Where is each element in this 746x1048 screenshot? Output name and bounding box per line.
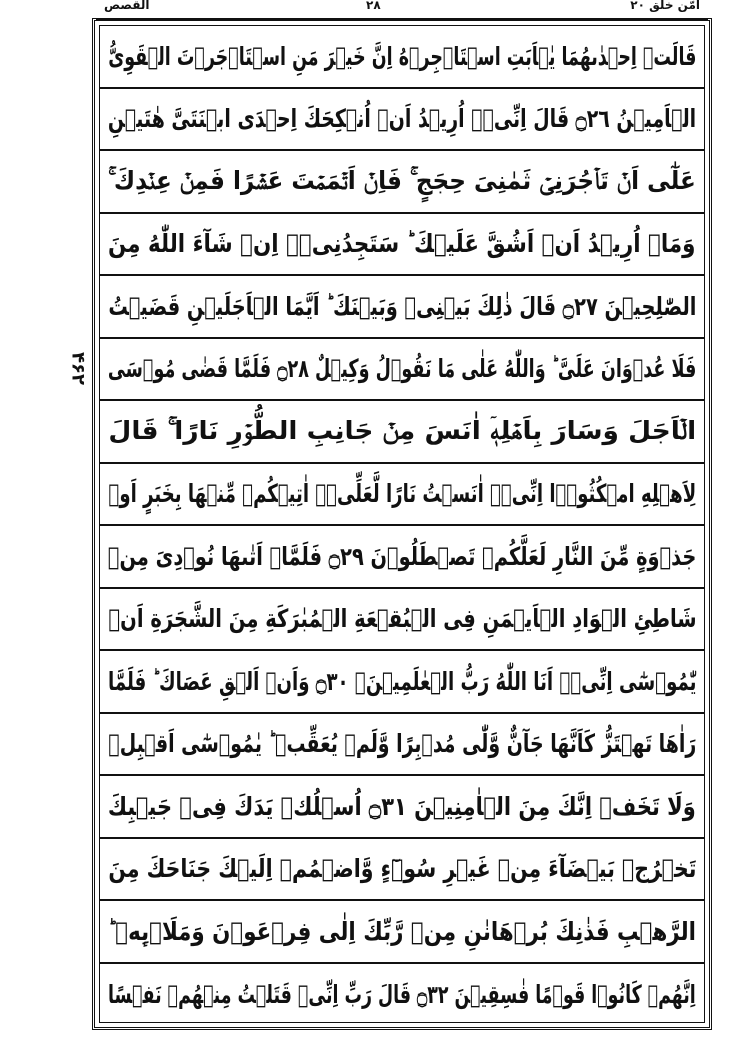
text-line: [100, 839, 704, 902]
text-line: [100, 776, 704, 839]
verse-text: الۡاَمِيۡنُ‏ ۝٢٦ قَالَ اِنِّىۡۤ اُرِيۡدُ اَنۡ اُنۡكِحَكَ اِحۡدَى ابۡنَتَىَّ هٰتَيۡنِ: [107, 104, 697, 134]
text-line: [100, 901, 704, 964]
text-frame: [92, 18, 712, 1030]
header-juz: امّن خلق ۲۰: [630, 0, 700, 12]
verse-text: لِاَهۡلِهِ امۡكُثُوۡۤا اِنِّىۡۤ اٰنَسۡتُ نَارًا لَّعَلِّىۡۤ اٰتِيۡكُمۡ مِّنۡهَا بِخَبَرٍ اَوۡ: [108, 479, 696, 509]
text-line: [100, 26, 704, 89]
page-number: ۴۶۲: [67, 351, 89, 385]
text-line: [100, 526, 704, 589]
text-lines: [99, 25, 705, 1023]
verse-text: الرَّهۡبِ فَذٰنِكَ بُرۡهَانٰنِ مِنۡ رَّبِّكَ اِلٰى فِرۡعَوۡنَ وَمَلَا۟ٮِٕهٖ ؕ: [107, 916, 697, 946]
text-line: [100, 339, 704, 402]
text-line: [100, 964, 704, 1027]
verse-text: قَالَتۡ اِحۡدٰىهُمَا يٰۤاَبَتِ اسۡتَاۡجِرۡهُ‌ اِنَّ خَيۡرَ مَنِ اسۡتَاۡجَرۡتَ الۡقَوِىُّ: [107, 41, 697, 71]
verse-text: اِنَّهُمۡ كَانُوۡا قَوۡمًا فٰسِقِيۡنَ‏ ۝٣٢ قَالَ رَبِّ اِنِّىۡ قَتَلۡتُ مِنۡهُمۡ نَفۡسًا: [108, 980, 696, 1010]
verse-text: الۡاَجَلَ وَسَارَ بِاَهۡلِهٖۤ اٰنَسَ مِنۡ جَانِبِ الطُّوۡرِ نَارًا‌ ۚ قَالَ: [108, 416, 696, 446]
verse-text: جَذۡوَةٍ مِّنَ النَّارِ لَعَلَّكُمۡ تَصۡطَلُوۡنَ‏ ۝٢٩ فَلَمَّاۤ اَتٰٮهَا نُوۡدِىَ مِنۡ: [107, 541, 697, 571]
text-line: [100, 214, 704, 277]
page-footer: [350, 1030, 430, 1048]
verse-text: وَلَا تَخَفۡ‌ اِنَّكَ مِنَ الۡاٰمِنِيۡنَ‏ ۝٣١ اُسۡلُكۡ يَدَكَ فِىۡ جَيۡبِكَ: [108, 791, 696, 821]
verse-text: رَاٰهَا تَهۡتَزُّ كَاَنَّهَا جَآنٌّ وَّلّٰى مُدۡبِرًا وَّلَمۡ يُعَقِّبۡ‌ ؕ يٰمُوۡسٰٓى اَقۡبِلۡ: [108, 729, 696, 759]
text-line: [100, 276, 704, 339]
verse-text: عَلٰٓى اَنۡ تَاۡجُرَنِىۡ ثَمٰنِىَ حِجَجٍ‌ ۚ فَاِنۡ اَتۡمَمۡتَ عَشۡرًا فَمِنۡ عِنۡدِكَ‌ ۚ: [108, 166, 696, 196]
text-line: [100, 589, 704, 652]
text-line: [100, 464, 704, 527]
page-header: [96, 0, 708, 20]
header-surah-number: ۲۸: [366, 0, 381, 12]
text-line: [100, 151, 704, 214]
text-line: [100, 89, 704, 152]
verse-text: تَخۡرُجۡ بَيۡضَآءَ مِنۡ غَيۡرِ سُوۡٓءٍ وَّاضۡمُمۡ اِلَيۡكَ جَنَاحَكَ مِنَ: [107, 854, 696, 884]
verse-text: وَمَاۤ اُرِيۡدُ اَنۡ اَشُقَّ عَلَيۡكَ‌ ؕ سَتَجِدُنِىۡۤ اِنۡ شَآءَ اللّٰهُ مِنَ: [108, 229, 696, 259]
verse-text: يّٰمُوۡسٰٓى اِنِّىۡۤ اَنَا اللّٰهُ رَبُّ الۡعٰلَمِيۡنَۙ‏ ۝٣٠ وَاَنۡ اَلۡقِ عَصَاكَ‌ ؕ فَلَمَّا: [107, 666, 697, 696]
text-line: [100, 401, 704, 464]
verse-text: فَلَا عُدۡوَانَ عَلَىَّ‌ ؕ وَاللّٰهُ عَلٰى مَا نَقُوۡلُ وَكِيۡلٌ ۝٢٨ فَلَمَّا قَضٰى مُوۡسَى: [107, 354, 697, 384]
header-surah-name: القصص: [104, 0, 150, 12]
verse-text: الصّٰلِحِيۡنَ‏ ۝٢٧ قَالَ ذٰلِكَ بَيۡنِىۡ وَبَيۡنَكَ‌ ؕ اَيَّمَا الۡاَجَلَيۡنِ قَضَيۡتُ: [107, 291, 697, 321]
verse-text: شَاطِئِ الۡوَادِ الۡاَيۡمَنِ فِى الۡبُقۡعَةِ الۡمُبٰرَكَةِ مِنَ الشَّجَرَةِ اَنۡ: [107, 604, 697, 634]
text-line: [100, 714, 704, 777]
text-line: [100, 651, 704, 714]
